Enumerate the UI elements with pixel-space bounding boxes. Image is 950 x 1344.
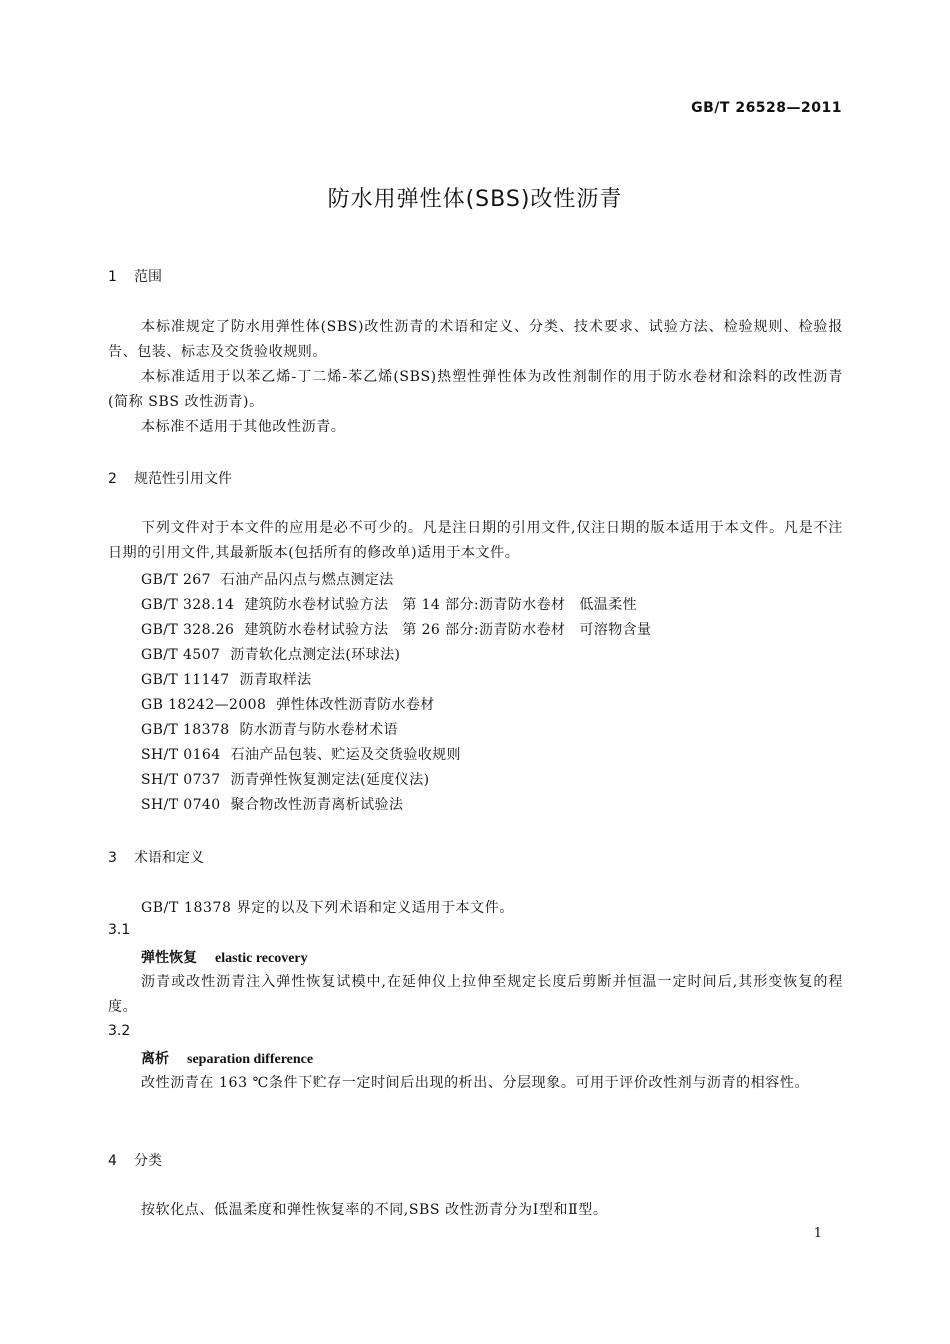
section-1-heading: [108, 266, 162, 286]
section-3-heading: [108, 847, 204, 867]
reference-tail: 可溶物含量: [579, 622, 652, 638]
reference-part: 第 14 部分:沥青防水卷材: [402, 597, 566, 613]
section-number: 4: [108, 1153, 117, 1169]
section-number: 3: [108, 850, 117, 866]
reference-item: [141, 694, 435, 714]
reference-code: SH/T 0164: [141, 747, 221, 763]
reference-item: [141, 669, 312, 689]
section-number: 1: [108, 269, 117, 285]
reference-code: SH/T 0740: [141, 797, 221, 813]
reference-item: [141, 594, 637, 614]
paragraph: 本标准适用于以苯乙烯-丁二烯-苯乙烯(SBS)热塑性弹性体为改性剂制作的用于防水卷材和涂料的改性沥青(简称 SBS 改性沥青)。: [108, 369, 843, 410]
reference-item: [141, 769, 429, 789]
reference-title: 石油产品包装、贮运及交货验收规则: [230, 747, 461, 763]
reference-title: 沥青取样法: [239, 672, 312, 688]
term-english: separation difference: [187, 1052, 314, 1067]
term-definition: 改性沥青在 163 ℃条件下贮存一定时间后出现的析出、分层现象。可用于评价改性剂与沥青的相容性。: [141, 1075, 810, 1091]
reference-title: 聚合物改性沥青离析试验法: [230, 797, 404, 813]
section-number: 2: [108, 471, 117, 487]
reference-title: 弹性体改性沥青防水卷材: [276, 697, 435, 713]
reference-item: [141, 719, 398, 739]
reference-item: [141, 744, 461, 764]
reference-item: [141, 569, 394, 589]
reference-code: GB/T 4507: [141, 647, 221, 663]
term-chinese: 离析: [141, 1051, 169, 1067]
reference-title: 沥青软化点测定法(环球法): [230, 647, 401, 663]
term-entry: [141, 947, 308, 967]
reference-code: GB/T 11147: [141, 672, 230, 688]
reference-title: 建筑防水卷材试验方法: [244, 597, 389, 613]
reference-item: [141, 619, 651, 639]
reference-tail: 低温柔性: [579, 597, 638, 613]
paragraph: 下列文件对于本文件的应用是必不可少的。凡是注日期的引用文件,仅注日期的版本适用于本文件。凡是不注日期的引用文件,其最新版本(包括所有的修改单)适用于本文件。: [108, 520, 843, 561]
paragraph: 本标准不适用于其他改性沥青。: [141, 419, 346, 435]
section-2-heading: [108, 468, 232, 488]
reference-title: 防水沥青与防水卷材术语: [239, 722, 398, 738]
term-chinese: 弹性恢复: [141, 950, 197, 966]
section-title: 术语和定义: [134, 850, 204, 866]
reference-part: 第 26 部分:沥青防水卷材: [402, 622, 566, 638]
term-english: elastic recovery: [215, 951, 308, 966]
section-title: 规范性引用文件: [134, 471, 232, 487]
document-title: 防水用弹性体(SBS)改性沥青: [327, 187, 623, 212]
reference-code: GB/T 267: [141, 572, 211, 588]
subsection-number: 3.1: [108, 922, 131, 938]
standard-code: GB/T 26528—2011: [691, 100, 842, 116]
reference-title: 沥青弹性恢复测定法(延度仪法): [230, 772, 430, 788]
paragraph: 按软化点、低温柔度和弹性恢复率的不同,SBS 改性沥青分为Ⅰ型和Ⅱ型。: [141, 1202, 608, 1218]
reference-title: 建筑防水卷材试验方法: [244, 622, 389, 638]
page-number: 1: [813, 1226, 822, 1241]
reference-title: 石油产品闪点与燃点测定法: [220, 572, 394, 588]
paragraph: GB/T 18378 界定的以及下列术语和定义适用于本文件。: [141, 900, 514, 916]
reference-item: [141, 644, 400, 664]
reference-code: GB/T 18378: [141, 722, 230, 738]
reference-code: GB/T 328.14: [141, 597, 235, 613]
term-definition: 沥青或改性沥青注入弹性恢复试模中,在延伸仪上拉伸至规定长度后剪断并恒温一定时间后,其形变恢复的程度。: [108, 974, 843, 1015]
reference-code: GB/T 328.26: [141, 622, 235, 638]
section-title: 范围: [134, 269, 162, 285]
reference-code: SH/T 0737: [141, 772, 221, 788]
paragraph: 本标准规定了防水用弹性体(SBS)改性沥青的术语和定义、分类、技术要求、试验方法、检验规则、检验报告、包装、标志及交货验收规则。: [108, 319, 843, 360]
reference-code: GB 18242—2008: [141, 697, 267, 713]
section-4-heading: [108, 1150, 162, 1170]
subsection-number: 3.2: [108, 1023, 131, 1039]
term-entry: [141, 1048, 313, 1068]
reference-item: [141, 794, 403, 814]
section-title: 分类: [134, 1153, 162, 1169]
